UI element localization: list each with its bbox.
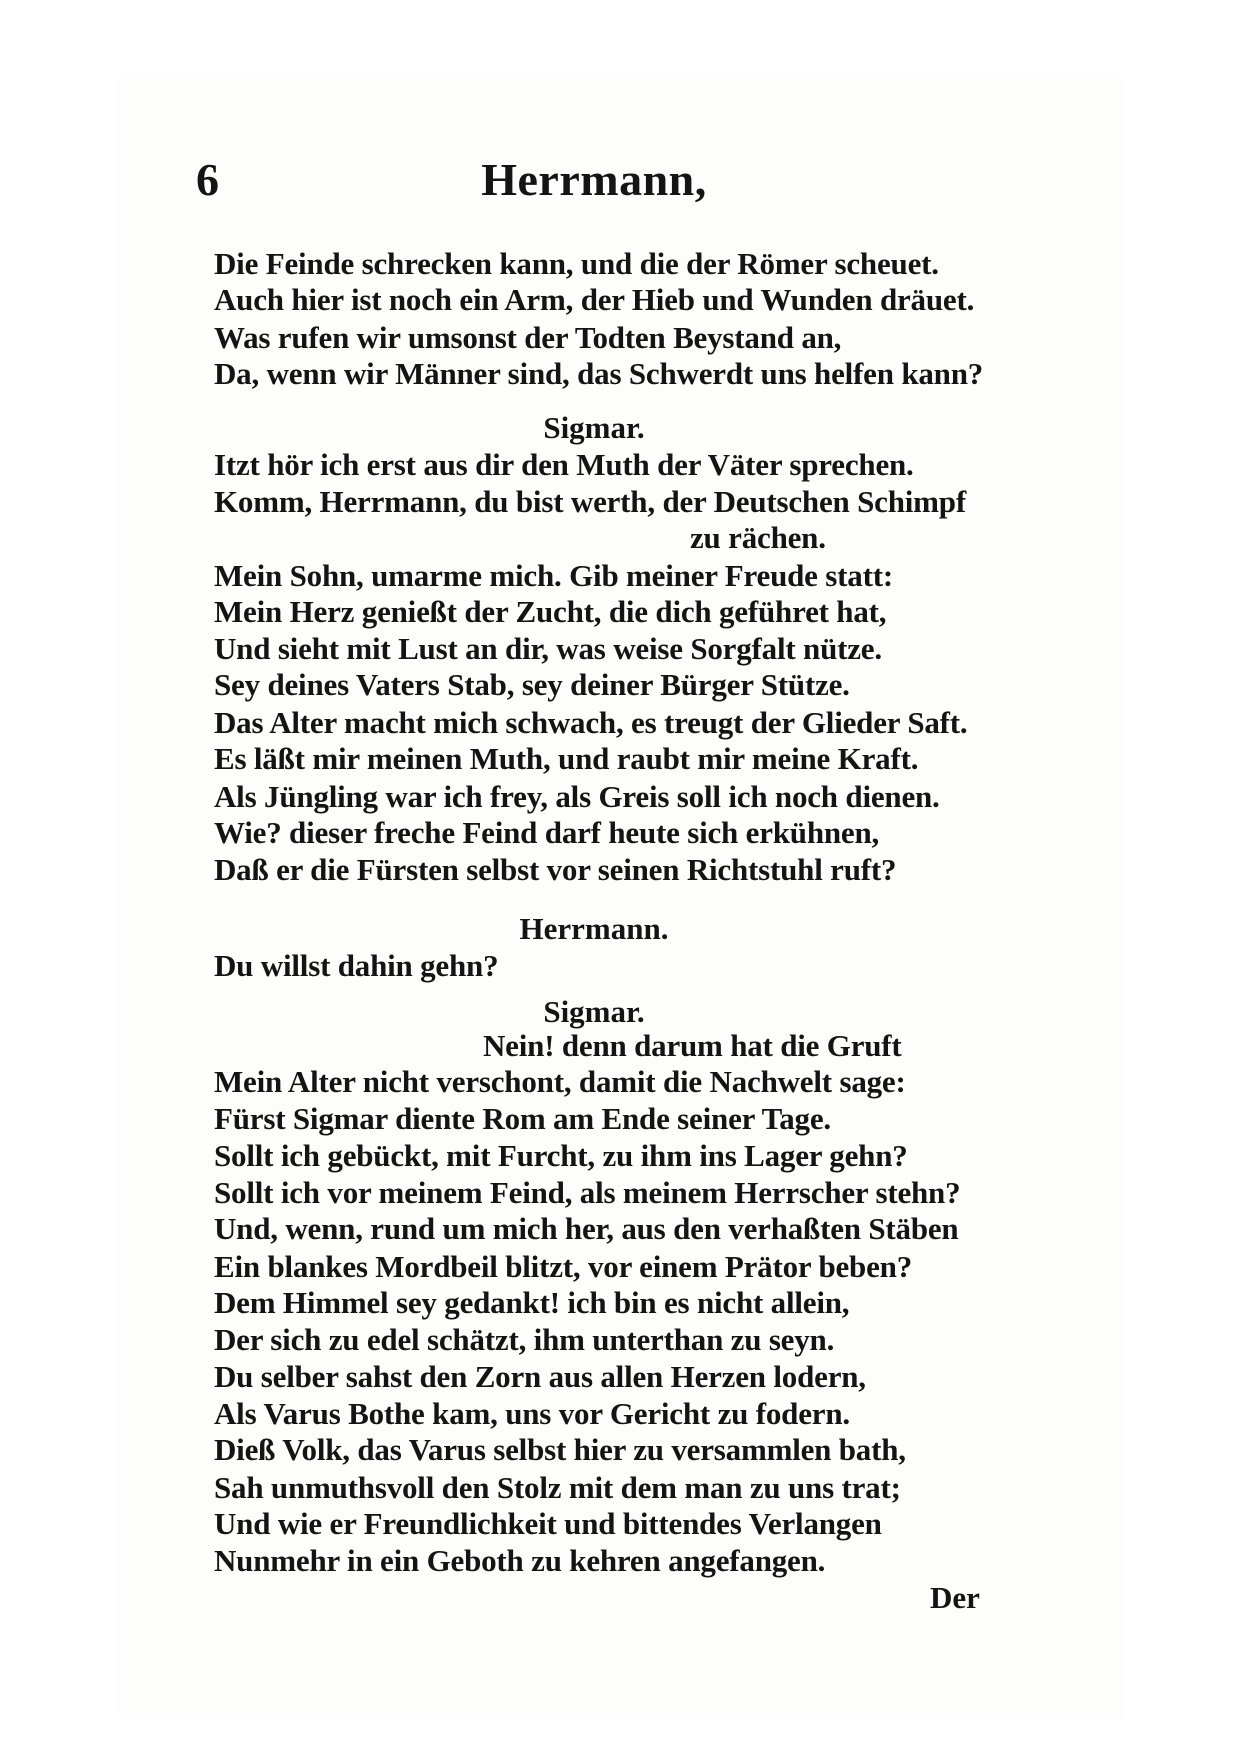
- page-number: 6: [196, 154, 219, 205]
- verse-line: Du willst dahin gehn?: [214, 948, 499, 983]
- speaker-name: Herrmann.: [519, 911, 669, 946]
- verse-line: Komm, Herrmann, du bist werth, der Deutschen Schimpf: [214, 484, 966, 519]
- verse-line-half: Nein! denn darum hat die Gruft: [483, 1028, 902, 1063]
- verse-line: Sollt ich vor meinem Feind, als meinem Herrscher stehn?: [214, 1175, 961, 1210]
- verse-line: Auch hier ist noch ein Arm, der Hieb und Wunden dräuet.: [214, 282, 975, 317]
- verse-line: Als Varus Bothe kam, uns vor Gericht zu fodern.: [214, 1396, 850, 1431]
- verse-line: Wie? dieser freche Feind darf heute sich erkühnen,: [214, 815, 880, 850]
- verse-line: Der sich zu edel schätzt, ihm unterthan zu seyn.: [214, 1322, 835, 1357]
- speaker-name: Sigmar.: [543, 410, 645, 445]
- catchword: Der: [930, 1580, 980, 1615]
- verse-line: Sollt ich gebückt, mit Furcht, zu ihm ins Lager gehn?: [214, 1138, 908, 1173]
- verse-line: Als Jüngling war ich frey, als Greis soll ich noch dienen.: [214, 779, 940, 814]
- verse-line: Itzt hör ich erst aus dir den Muth der Väter sprechen.: [214, 447, 914, 482]
- verse-line: Nunmehr in ein Geboth zu kehren angefangen.: [214, 1543, 826, 1578]
- verse-line: Mein Sohn, umarme mich. Gib meiner Freude statt:: [214, 558, 893, 593]
- verse-line: Und sieht mit Lust an dir, was weise Sorgfalt nütze.: [214, 631, 882, 666]
- verse-line: Was rufen wir umsonst der Todten Beystand an,: [214, 320, 842, 355]
- running-head: Herrmann,: [481, 154, 707, 205]
- verse-line: Und wie er Freundlichkeit und bittendes Verlangen: [214, 1506, 882, 1541]
- verse-line: Dieß Volk, das Varus selbst hier zu versammlen bath,: [214, 1432, 906, 1467]
- verse-line: Sey deines Vaters Stab, sey deiner Bürger Stütze.: [214, 667, 850, 702]
- verse-line: Daß er die Fürsten selbst vor seinen Richtstuhl ruft?: [214, 852, 897, 887]
- speaker-name: Sigmar.: [543, 994, 645, 1029]
- verse-line: Ein blankes Mordbeil blitzt, vor einem Prätor beben?: [214, 1249, 912, 1284]
- verse-line-continuation: zu rächen.: [690, 520, 826, 555]
- verse-line: Es läßt mir meinen Muth, und raubt mir meine Kraft.: [214, 741, 919, 776]
- verse-line: Da, wenn wir Männer sind, das Schwerdt uns helfen kann?: [214, 356, 984, 391]
- verse-line: Mein Herz genießt der Zucht, die dich geführet hat,: [214, 594, 887, 629]
- verse-line: Dem Himmel sey gedankt! ich bin es nicht allein,: [214, 1285, 850, 1320]
- verse-line: Das Alter macht mich schwach, es treugt der Glieder Saft.: [214, 705, 968, 740]
- verse-line: Sah unmuthsvoll den Stolz mit dem man zu uns trat;: [214, 1470, 901, 1505]
- verse-line: Mein Alter nicht verschont, damit die Nachwelt sage:: [214, 1064, 906, 1099]
- verse-line: Und, wenn, rund um mich her, aus den verhaßten Stäben: [214, 1211, 959, 1246]
- verse-line: Du selber sahst den Zorn aus allen Herzen lodern,: [214, 1359, 866, 1394]
- verse-line: Die Feinde schrecken kann, und die der Römer scheuet.: [214, 246, 939, 281]
- verse-line: Fürst Sigmar diente Rom am Ende seiner Tage.: [214, 1101, 831, 1136]
